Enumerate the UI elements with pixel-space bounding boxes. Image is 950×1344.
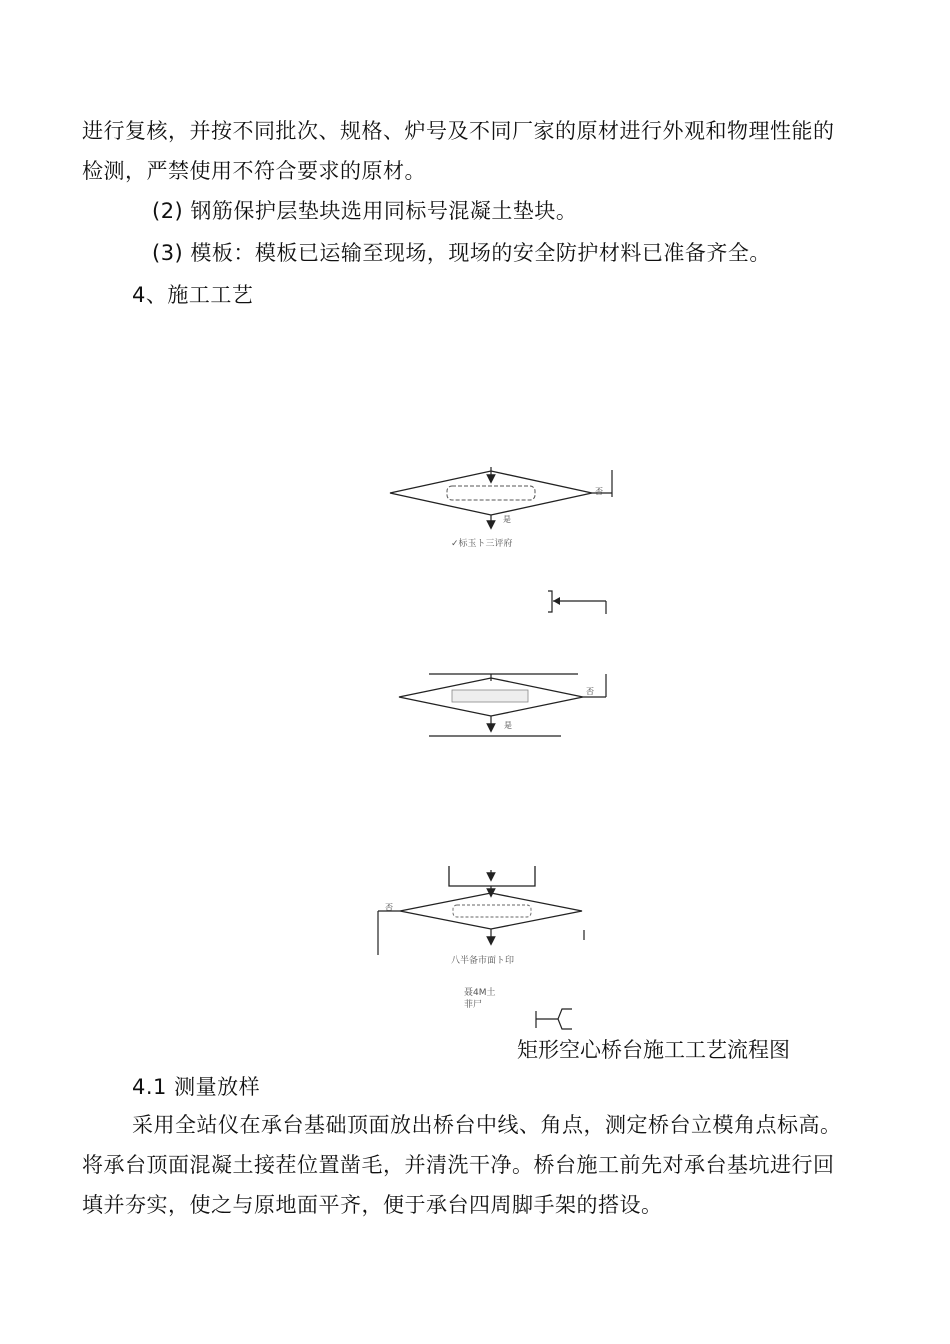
- no-label: 否: [595, 487, 603, 496]
- list-item-2: (2) 钢筋保护层垫块选用同标号混凝土垫块。: [152, 199, 578, 223]
- end-connector: [536, 1009, 572, 1029]
- fragment-text: ✓标玉ト三评府: [451, 539, 513, 549]
- paragraph-line: 填并夯实，使之与原地面平齐，便于承台四周脚手架的搭设。: [82, 1193, 663, 1217]
- yes-label: 是: [504, 721, 512, 730]
- decision-node-1: [390, 467, 612, 525]
- section-heading-4-1: 4.1 测量放样: [132, 1075, 261, 1099]
- decision-node-2: [399, 674, 606, 736]
- flowchart-caption: 矩形空心桥台施工工艺流程图: [517, 1038, 790, 1062]
- paragraph-line: 进行复核，并按不同批次、规格、炉号及不同厂家的原材进行外观和物理性能的: [82, 119, 835, 143]
- no-label: 否: [385, 903, 393, 912]
- paragraph-line: 将承台顶面混凝土接茬位置凿毛，并清洗干净。桥台施工前先对承台基坑进行回: [82, 1153, 835, 1177]
- yes-label: 是: [503, 515, 511, 524]
- decision-node-3: [378, 866, 584, 955]
- fragment-text: 菲尸: [464, 1000, 483, 1010]
- list-item-3: (3) 模板：模板已运输至现场，现场的安全防护材料已准备齐全。: [152, 241, 771, 265]
- paragraph-line: 检测，严禁使用不符合要求的原材。: [82, 159, 426, 183]
- no-label: 否: [586, 687, 594, 696]
- fragment-text: 八半备市面ト印: [451, 956, 515, 966]
- fragment-text: 聂4M土: [464, 988, 496, 998]
- section-heading-4: 4、施工工艺: [132, 283, 254, 307]
- loop-connector: [548, 591, 606, 614]
- paragraph-line: 采用全站仪在承台基础顶面放出桥台中线、角点，测定桥台立模角点标高。: [132, 1113, 842, 1137]
